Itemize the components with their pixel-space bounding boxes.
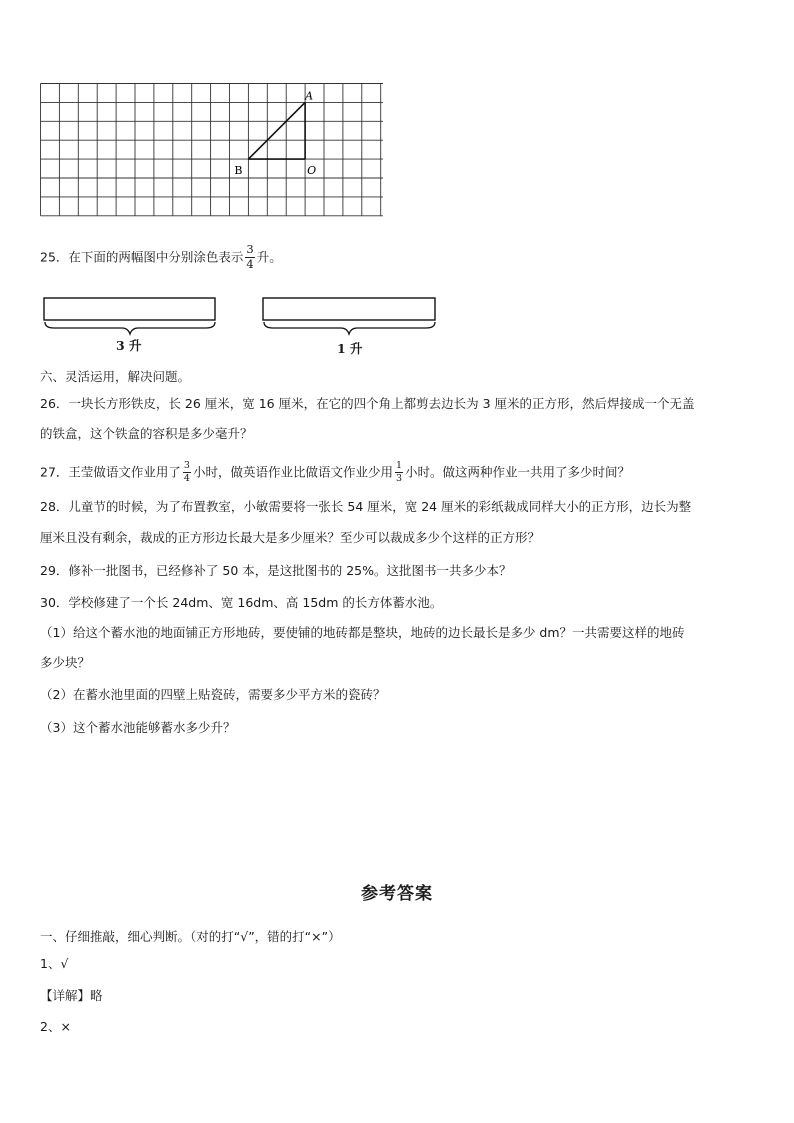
q27-part1: 27．王莹做语文作业用了 [40, 464, 181, 480]
section-6-heading: 六、灵活运用，解决问题。 [40, 369, 191, 384]
grid-lines [41, 84, 384, 216]
question-30-intro: 30．学校修建了一个长 24dm、宽 16dm、高 15dm 的长方体蓄水池。 [40, 595, 443, 610]
fraction-one-third: $\frac{1}{3}$ [395, 460, 403, 484]
segment-ab [248, 102, 305, 159]
answers-section-1: 一、仔细推敲，细心判断。（对的打“√”，错的打“×”） [40, 929, 341, 944]
question-30-sub1-line1: （1）给这个蓄水池的地面铺正方形地砖，要使铺的地砖都是整块，地砖的边长最长是多少 dm？一共需要这样的地砖 [40, 625, 685, 640]
question-30-sub1-line2: 多少块？ [40, 655, 91, 670]
question-30-sub3: （3）这个蓄水池能够蓄水多少升？ [40, 720, 236, 735]
question-26-line1: 26．一块长方形铁皮，长 26 厘米，宽 16 厘米，在它的四个角上都剪去边长为 3 厘米的正方形，然后焊接成一个无盖 [40, 396, 695, 411]
q25-text: 25．在下面的两幅图中分别涂色表示 [40, 249, 244, 265]
point-o-label: O [307, 164, 317, 178]
answers-title: 参考答案 [361, 884, 433, 904]
question-27 [40, 462, 630, 484]
bar-1-liter [261, 296, 437, 342]
fraction-three-quarters: $\frac{3}{4}$ [183, 460, 190, 484]
question-25 [40, 242, 282, 271]
question-30-sub2: （2）在蓄水池里面的四壁上贴瓷砖，需要多少平方米的瓷砖？ [40, 687, 386, 702]
bar-3-liters-label: 3 升 [116, 338, 142, 353]
answer-2: 2、× [40, 1019, 71, 1034]
answer-detail: 【详解】略 [40, 988, 103, 1003]
point-b-label: B [234, 164, 243, 178]
question-28-line2: 厘米且没有剩余，裁成的正方形边长最大是多少厘米？至少可以裁成多少个这样的正方形？ [40, 530, 541, 545]
q25-suffix: 升。 [256, 249, 282, 265]
grid-figure [39, 82, 383, 218]
question-28-line1: 28．儿童节的时候，为了布置教室，小敏需要将一张长 54 厘米，宽 24 厘米的彩纸裁成同样大小的正方形，边长为整 [40, 499, 692, 514]
q27-part3: 小时。做这两种作业一共用了多少时间？ [405, 464, 631, 480]
bar-1-liter-label: 1 升 [337, 341, 363, 356]
question-29: 29．修补一批图书，已经修补了 50 本，是这批图书的 25%。这批图书一共多少本？ [40, 563, 512, 578]
question-26-line2: 的铁盒，这个铁盒的容积是多少毫升？ [40, 426, 253, 441]
point-a-label: A [305, 89, 314, 103]
fraction-three-quarters: $\frac{3}{4}$ [246, 242, 254, 271]
answer-1: 1、√ [40, 956, 69, 971]
q27-part2: 小时，做英语作业比做语文作业少用 [192, 464, 393, 480]
